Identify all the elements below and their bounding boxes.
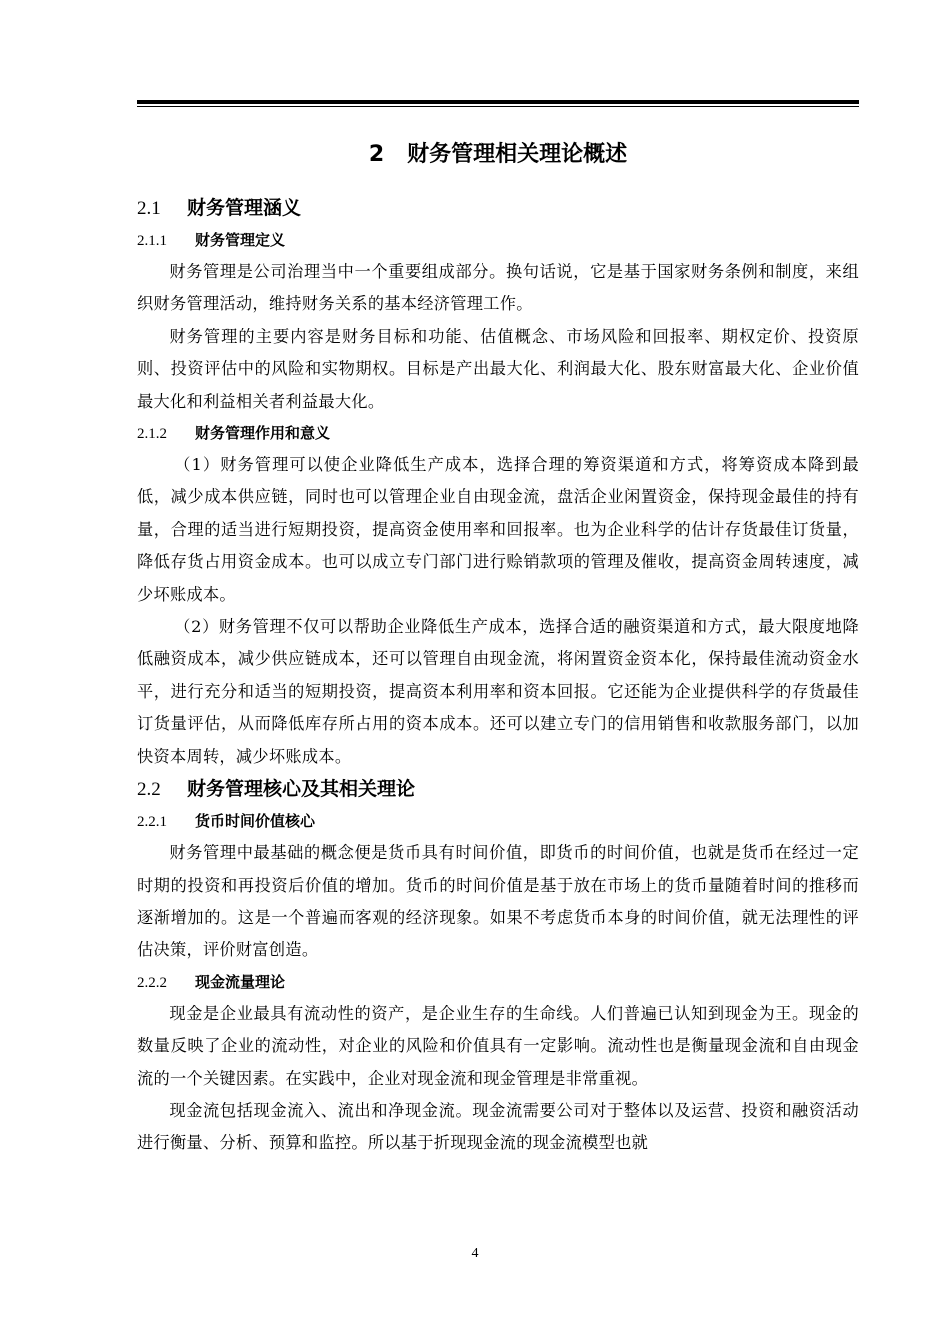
- subsection-heading-2-1-2: [137, 418, 859, 449]
- subsection-heading-2-2-2: [137, 967, 859, 998]
- subsection-heading-2-2-1: [137, 806, 859, 837]
- paragraph: （2）财务管理不仅可以帮助企业降低生产成本，选择合适的融资渠道和方式，最大限度地降低融资成本，减少供应链成本，还可以管理自由现金流，将闲置资金资本化，保持最佳流动资金水平，进行充分和适当的短期投资，提高资本利用率和资本回报。它还能为企业提供科学的存货最佳订货量评估，从而降低库存所占用的资本成本。还可以建立专门的信用销售和收款服务部门，以加快资本周转，减少坏账成本。: [137, 617, 859, 766]
- subsection-number: 2.1.1: [137, 233, 167, 249]
- paragraph: 财务管理中最基础的概念便是货币具有时间价值，即货币的时间价值，也就是货币在经过一定时期的投资和再投资后价值的增加。货币的时间价值是基于放在市场上的货币量随着时间的推移而逐渐增加的。这是一个普遍而客观的经济现象。如果不考虑货币本身的时间价值，就无法理性的评估决策，评价财富创造。: [137, 843, 859, 960]
- paragraph: 财务管理是公司治理当中一个重要组成部分。换句话说，它是基于国家财务条例和制度，来组织财务管理活动，维持财务关系的基本经济管理工作。: [137, 262, 859, 314]
- header-rule-thick: [137, 100, 859, 104]
- section-heading-2-2: [137, 773, 859, 806]
- subsection-number: 2.2.1: [137, 814, 167, 831]
- page-number: 4: [471, 1246, 479, 1261]
- subsection-title: 财务管理定义: [195, 231, 286, 249]
- chapter-title-text: 财务管理相关理论概述: [407, 142, 628, 167]
- paragraph: （1）财务管理可以使企业降低生产成本，选择合理的筹资渠道和方式，将筹资成本降到最低，减少成本供应链，同时也可以管理企业自由现金流，盘活企业闲置资金，保持现金最佳的持有量，合理的适当进行短期投资，提高资金使用率和回报率。也为企业科学的估计存货最佳订货量，降低存货占用资金成本。也可以成立专门部门进行赊销款项的管理及催收，提高资金周转速度，减少坏账成本。: [137, 455, 859, 604]
- section-title: 财务管理核心及其相关理论: [187, 778, 416, 801]
- paragraph: 现金流包括现金流入、流出和净现金流。现金流需要公司对于整体以及运营、投资和融资活动进行衡量、分析、预算和监控。所以基于折现现金流的现金流模型也就: [137, 1100, 859, 1153]
- paragraph: 现金是企业最具有流动性的资产，是企业生存的生命线。人们普遍已认知到现金为王。现金的数量反映了企业的流动性，对企业的风险和价值具有一定影响。流动性也是衡量现金流和自由现金流的一个关键因素。在实践中，企业对现金流和现金管理是非常重视。: [137, 1003, 859, 1088]
- subsection-title: 现金流量理论: [195, 972, 286, 991]
- paragraph: 财务管理的主要内容是财务目标和功能、估值概念、市场风险和回报率、期权定价、投资原则、投资评估中的风险和实物期权。目标是产出最大化、利润最大化、股东财富最大化、企业价值最大化和利益相关者利益最大化。: [137, 326, 859, 411]
- subsection-title: 财务管理作用和意义: [195, 424, 331, 443]
- section-number: 2.1: [137, 198, 161, 219]
- chapter-title: [137, 132, 859, 178]
- subsection-number: 2.1.2: [137, 426, 167, 443]
- chapter-number: 2: [368, 142, 385, 167]
- section-number: 2.2: [137, 779, 161, 801]
- subsection-title: 货币时间价值核心: [195, 812, 316, 831]
- section-title: 财务管理涵义: [187, 197, 302, 219]
- subsection-number: 2.2.2: [137, 974, 167, 991]
- subsection-heading-2-1-1: [137, 225, 859, 256]
- header-rule-thin: [137, 106, 859, 107]
- section-heading-2-1: [137, 192, 859, 225]
- page-content: [137, 132, 859, 1160]
